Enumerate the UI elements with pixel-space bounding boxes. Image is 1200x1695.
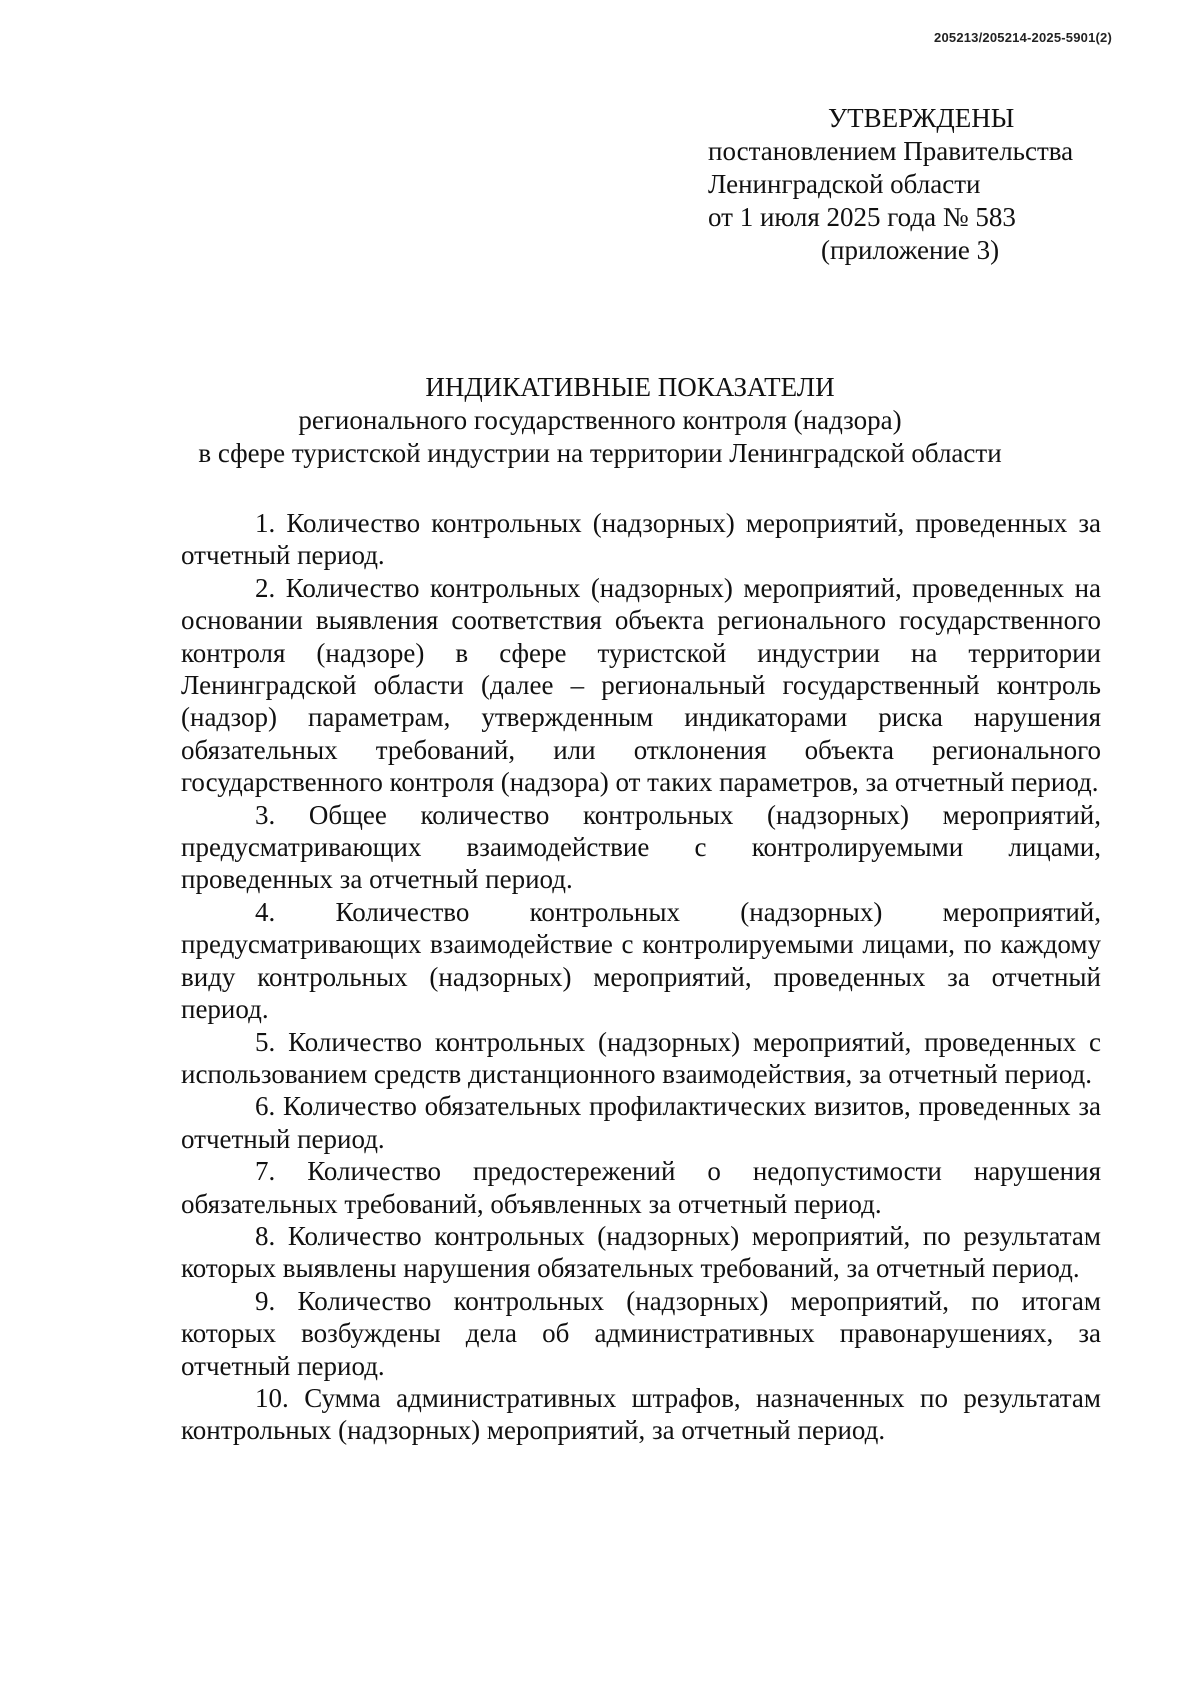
indicator-item-9: 9. Количество контрольных (надзорных) мероприятий, по итогам которых возбуждены дела об административных правонарушениях, за отчетный период. <box>181 1285 1101 1381</box>
approval-line-region: Ленинградской области <box>708 169 981 199</box>
document-subtitle-line-2: в сфере туристской индустрии на территории Ленинградской области <box>198 438 1002 468</box>
indicator-item-1: 1. Количество контрольных (надзорных) мероприятий, проведенных за отчетный период. <box>181 508 1101 571</box>
indicator-item-2: 2. Количество контрольных (надзорных) мероприятий, проведенных на основании выявления соответствия объекта регионального государственного контроля (надзоре) в сфере туристской индустрии на территории Ленинградской области (далее – региональный государственный контроль (надзор) параметрам, утвержденным индикаторами риска нарушения обязательных требований, или отклонения объекта регионального государственного контроля (надзора) от таких параметров, за отчетный период. <box>181 572 1101 798</box>
registration-number: 205213/205214-2025-5901(2) <box>934 30 1112 45</box>
approval-heading: УТВЕРЖДЕНЫ <box>828 103 1015 133</box>
indicator-item-5: 5. Количество контрольных (надзорных) мероприятий, проведенных с использованием средств дистанционного взаимодействия, за отчетный период. <box>181 1026 1101 1089</box>
document-title-block <box>0 371 1200 470</box>
document-subtitle-line-1: регионального государственного контроля (надзора) <box>298 405 902 435</box>
indicator-item-8: 8. Количество контрольных (надзорных) мероприятий, по результатам которых выявлены нарушения обязательных требований, за отчетный период. <box>181 1220 1101 1284</box>
approval-stamp <box>708 102 1073 267</box>
approval-annex-note: (приложение 3) <box>821 235 1000 265</box>
indicator-item-7: 7. Количество предостережений о недопустимости нарушения обязательных требований, объявленных за отчетный период. <box>181 1156 1101 1219</box>
indicator-item-3: 3. Общее количество контрольных (надзорных) мероприятий, предусматривающих взаимодействие с контролируемыми лицами, проведенных за отчетный период. <box>181 799 1101 895</box>
indicator-item-4: 4. Количество контрольных (надзорных) мероприятий, предусматривающих взаимодействие с контролируемыми лицами, по каждому виду контрольных (надзорных) мероприятий, проведенных за отчетный период. <box>181 896 1101 1025</box>
indicator-item-6: 6. Количество обязательных профилактических визитов, проведенных за отчетный период. <box>181 1091 1101 1154</box>
document-title: ИНДИКАТИВНЫЕ ПОКАЗАТЕЛИ <box>425 372 835 402</box>
approval-line-date-number: от 1 июля 2025 года № 583 <box>708 202 1016 232</box>
indicator-item-10: 10. Сумма административных штрафов, назначенных по результатам контрольных (надзорных) мероприятий, за отчетный период. <box>181 1382 1101 1446</box>
indicator-list <box>181 507 1101 1447</box>
approval-line-resolution: постановлением Правительства <box>708 136 1074 166</box>
